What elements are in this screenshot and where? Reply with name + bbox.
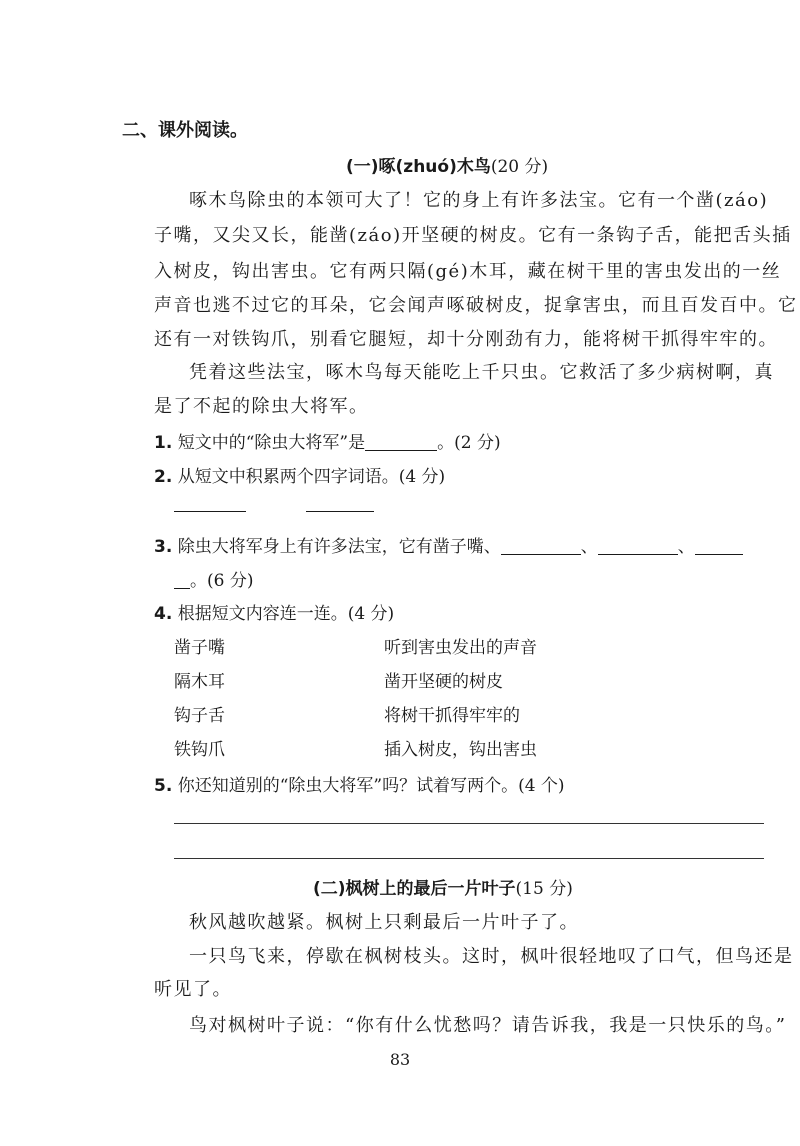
question-2-text: 从短文中积累两个四字词语。(4 分) bbox=[177, 467, 446, 487]
match-left-3[interactable]: 钩子舌 bbox=[174, 706, 225, 726]
passage2-title bbox=[313, 874, 573, 899]
question-1-points: 。(2 分) bbox=[437, 433, 501, 453]
passage1-line-2: 子嘴，又尖又长，能凿(záo)开坚硬的树皮。它有一条钩子舌，能把舌头插 bbox=[154, 225, 792, 246]
section-heading: 二、课外阅读。 bbox=[122, 120, 248, 141]
question-5 bbox=[154, 771, 565, 796]
passage2-line-4: 鸟对枫树叶子说：“你有什么忧愁吗？请告诉我，我是一只快乐的鸟。” bbox=[189, 1015, 787, 1036]
question-3-blank-3[interactable] bbox=[695, 537, 743, 555]
question-3-blank-2[interactable] bbox=[598, 537, 678, 555]
question-4-text: 根据短文内容连一连。(4 分) bbox=[177, 604, 395, 624]
question-4 bbox=[154, 599, 394, 624]
question-2-blank-1[interactable] bbox=[174, 511, 246, 512]
question-1-number: 1. bbox=[154, 433, 173, 453]
match-right-4[interactable]: 插入树皮，钩出害虫 bbox=[384, 740, 537, 760]
answer-line-1[interactable] bbox=[174, 823, 764, 824]
passage2-points: (15 分) bbox=[515, 879, 573, 899]
question-1-blank[interactable] bbox=[365, 433, 437, 451]
match-right-1[interactable]: 听到害虫发出的声音 bbox=[384, 638, 537, 658]
question-3-sep-2: 、 bbox=[677, 537, 695, 557]
question-2-number: 2. bbox=[154, 467, 173, 487]
match-left-2[interactable]: 隔木耳 bbox=[174, 672, 225, 692]
passage1-line-6: 凭着这些法宝，啄木鸟每天能吃上千只虫。它救活了多少病树啊，真 bbox=[189, 362, 774, 383]
question-3-text: 除虫大将军身上有许多法宝，它有凿子嘴、 bbox=[177, 537, 501, 557]
passage2-line-3: 听见了。 bbox=[154, 979, 232, 1000]
passage2-title-text: (二)枫树上的最后一片叶子 bbox=[313, 879, 516, 899]
question-3-points: 。(6 分) bbox=[190, 571, 254, 591]
question-3-blank-1[interactable] bbox=[501, 537, 581, 555]
passage1-title-text: (一)啄(zhuó)木鸟 bbox=[346, 157, 491, 177]
passage1-line-4: 声音也逃不过它的耳朵，它会闻声啄破树皮，捉拿害虫，而且百发百中。它 bbox=[154, 295, 798, 316]
passage1-line-1: 啄木鸟除虫的本领可大了！它的身上有许多法宝。它有一个凿(záo) bbox=[189, 190, 769, 211]
question-5-number: 5. bbox=[154, 776, 173, 796]
passage1-line-5: 还有一对铁钩爪，别看它腿短，却十分刚劲有力，能将树干抓得牢牢的。 bbox=[154, 329, 778, 350]
match-right-3[interactable]: 将树干抓得牢牢的 bbox=[384, 706, 520, 726]
question-2 bbox=[154, 462, 445, 487]
match-left-1[interactable]: 凿子嘴 bbox=[174, 638, 225, 658]
question-1 bbox=[154, 428, 501, 453]
answer-line-2[interactable] bbox=[174, 858, 764, 859]
match-left-4[interactable]: 铁钩爪 bbox=[174, 740, 225, 760]
passage1-title bbox=[346, 152, 548, 177]
passage1-line-7: 是了不起的除虫大将军。 bbox=[154, 396, 369, 417]
question-3-blank-3-cont[interactable] bbox=[174, 571, 190, 589]
question-3-number: 3. bbox=[154, 537, 173, 557]
passage2-line-2: 一只鸟飞来，停歇在枫树枝头。这时，枫叶很轻地叹了口气，但鸟还是 bbox=[189, 946, 794, 967]
question-4-number: 4. bbox=[154, 604, 173, 624]
question-3 bbox=[154, 532, 743, 557]
question-3-sep-1: 、 bbox=[580, 537, 598, 557]
match-right-2[interactable]: 凿开坚硬的树皮 bbox=[384, 672, 503, 692]
passage2-line-1: 秋风越吹越紧。枫树上只剩最后一片叶子了。 bbox=[189, 912, 579, 933]
question-2-blank-2[interactable] bbox=[306, 511, 374, 512]
question-1-text: 短文中的“除虫大将军”是 bbox=[177, 433, 366, 453]
page-number: 83 bbox=[389, 1050, 411, 1069]
passage1-points: (20 分) bbox=[490, 157, 549, 177]
question-3-cont bbox=[174, 566, 253, 591]
passage1-line-3: 入树皮，钩出害虫。它有两只隔(gé)木耳，藏在树干里的害虫发出的一丝 bbox=[154, 261, 782, 282]
question-5-text: 你还知道别的“除虫大将军”吗？试着写两个。(4 个) bbox=[177, 776, 565, 796]
